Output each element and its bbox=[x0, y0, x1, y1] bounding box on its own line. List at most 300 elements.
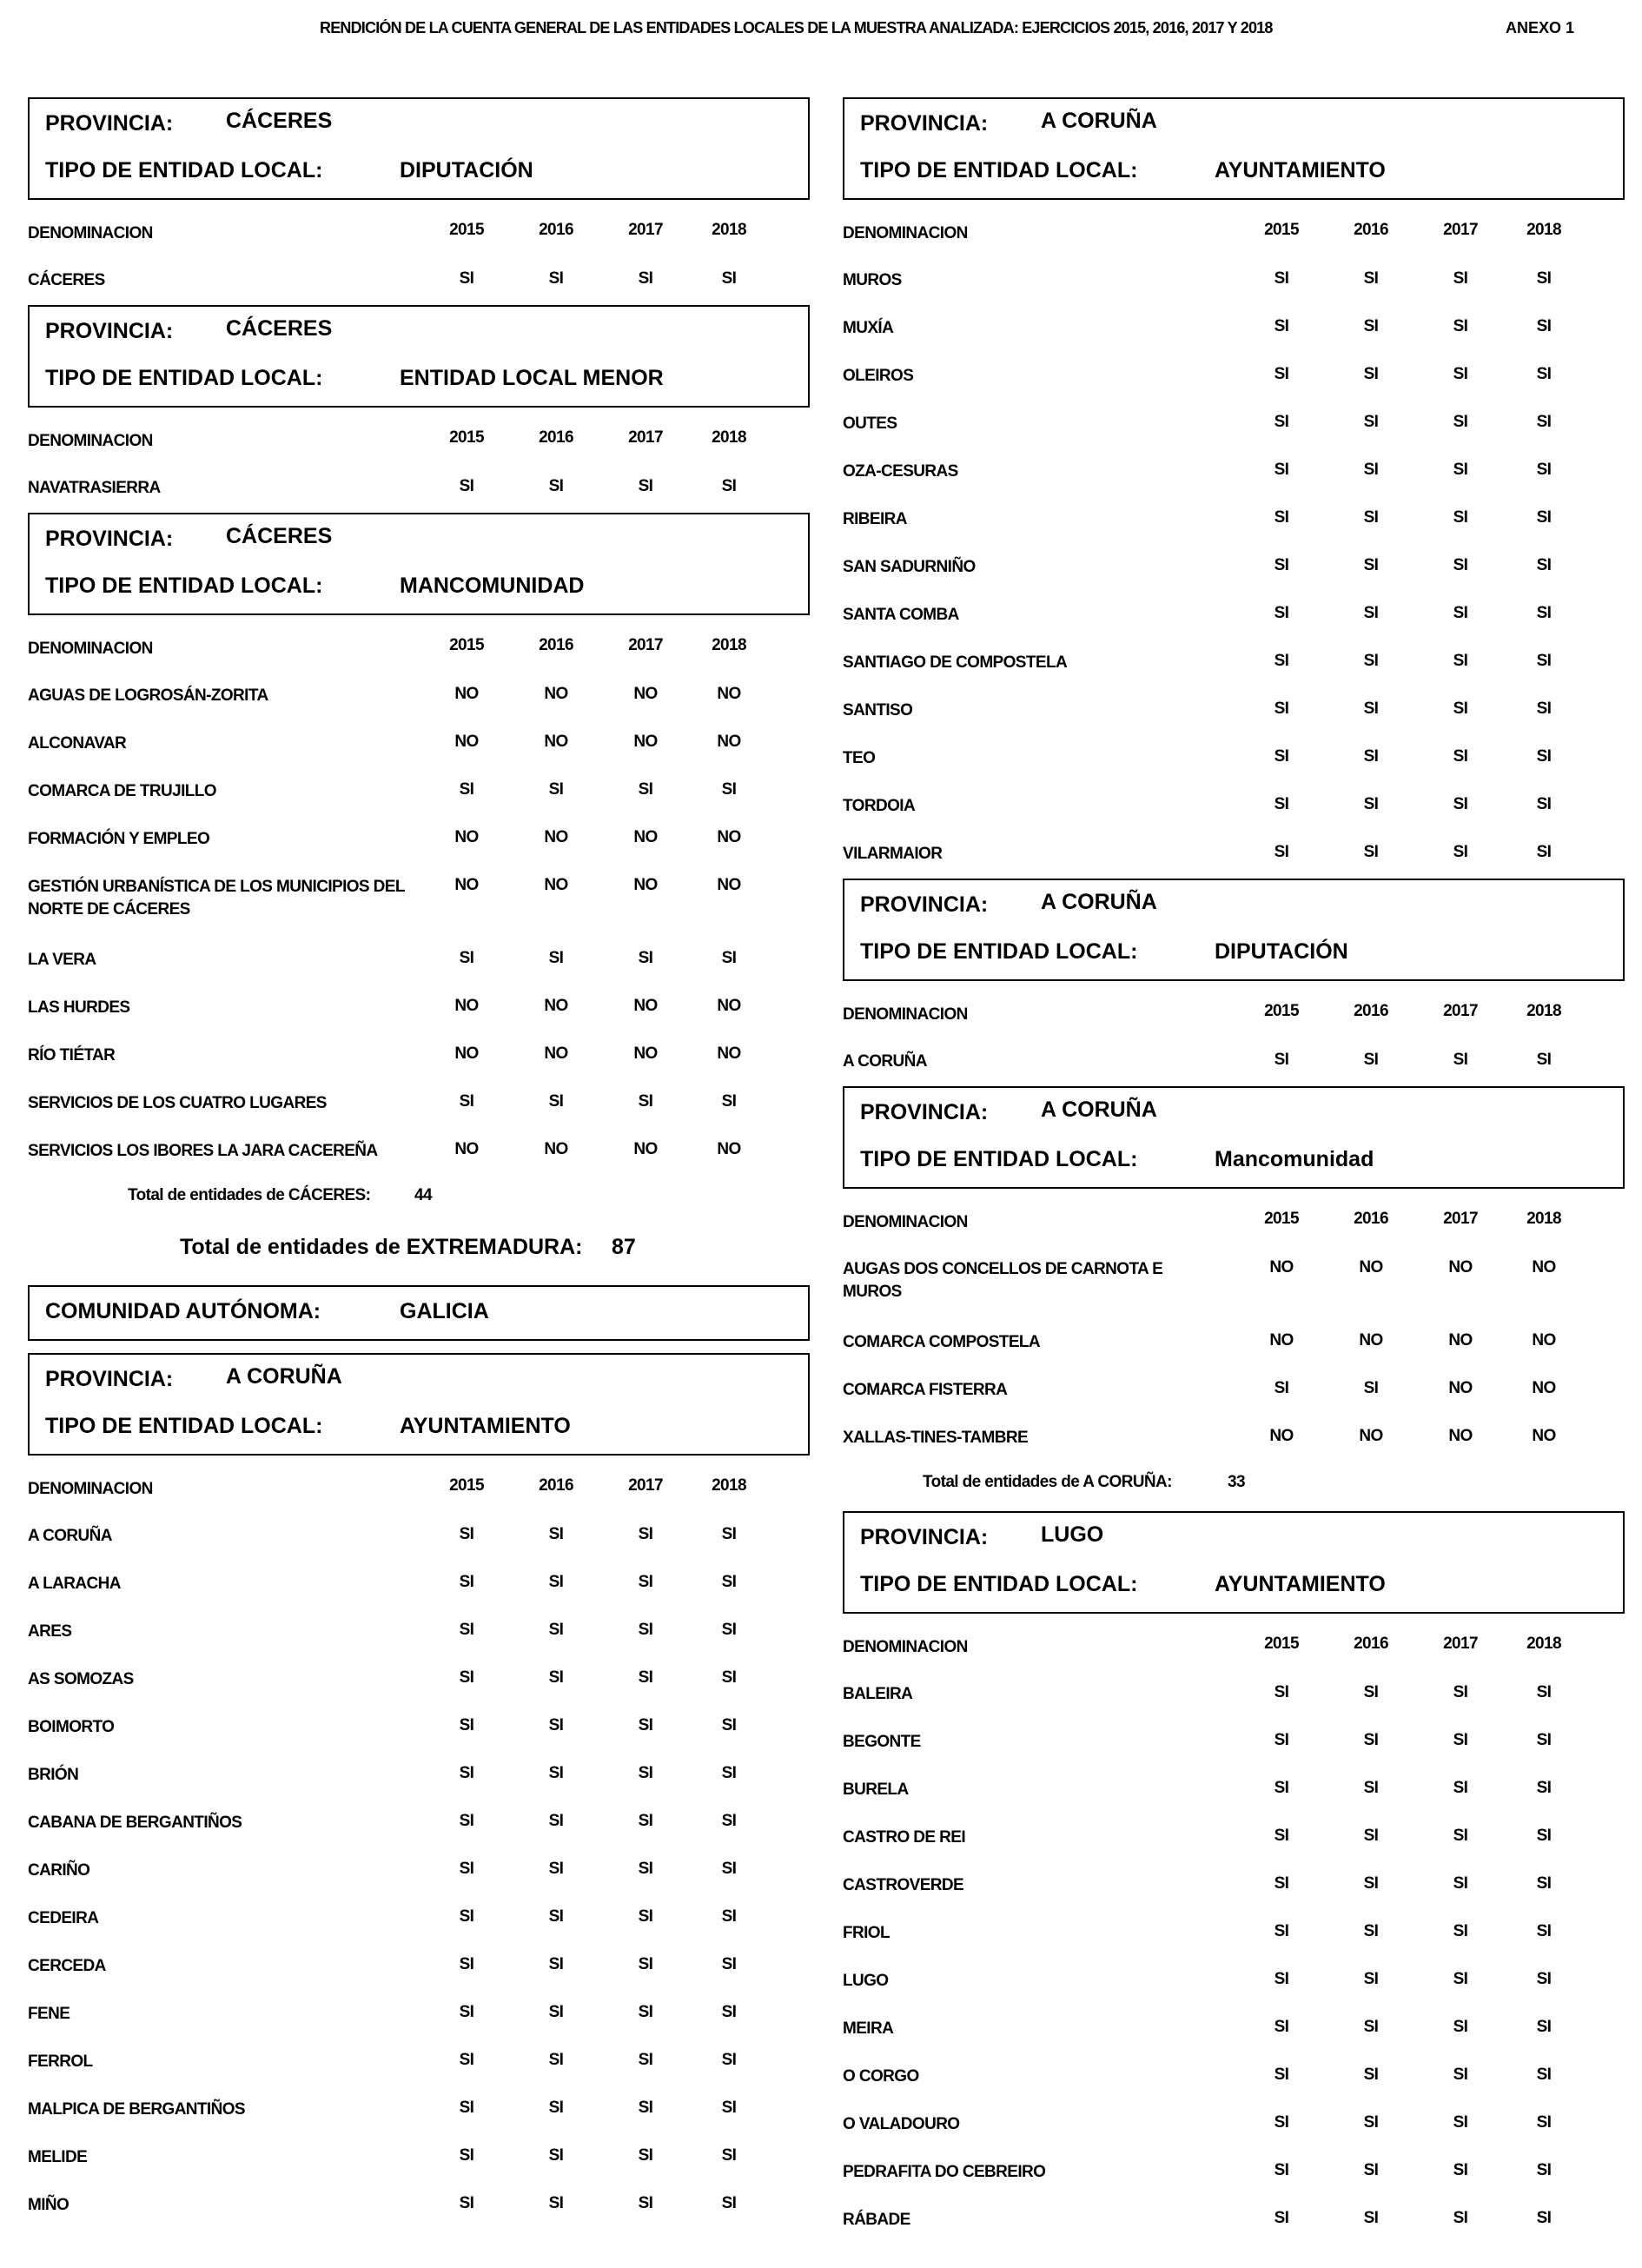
tipo-line bbox=[45, 1414, 571, 1439]
year-status: SI bbox=[1536, 604, 1552, 622]
year-status: SI bbox=[1363, 1874, 1379, 1893]
provincia-label: PROVINCIA: bbox=[860, 1525, 989, 1549]
year-status: SI bbox=[1453, 1731, 1468, 1749]
entity-info-box bbox=[843, 1086, 1625, 1189]
year-status: NO bbox=[1269, 1258, 1294, 1277]
col-header-year: 2015 bbox=[449, 221, 484, 239]
year-status: SI bbox=[1536, 2161, 1552, 2179]
total-coruna-value: 33 bbox=[1228, 1473, 1245, 1491]
table-row bbox=[28, 257, 810, 305]
year-status: NO bbox=[717, 1044, 741, 1063]
year-status: SI bbox=[721, 949, 737, 967]
entity-name: MELIDE bbox=[28, 2148, 88, 2166]
year-status: SI bbox=[1453, 413, 1468, 431]
table-row bbox=[843, 1671, 1625, 1719]
table-row bbox=[28, 985, 810, 1032]
year-status: SI bbox=[1274, 461, 1289, 479]
tipo-value: DIPUTACIÓN bbox=[400, 158, 533, 182]
table-row bbox=[843, 2149, 1625, 2197]
year-status: SI bbox=[721, 1907, 737, 1926]
table-row bbox=[28, 1704, 810, 1752]
col-header-year: 2016 bbox=[1354, 1210, 1388, 1228]
entity-name: BURELA bbox=[843, 1781, 909, 1799]
year-status: SI bbox=[548, 1668, 564, 1687]
entity-name: CASTRO DE REI bbox=[843, 1828, 966, 1847]
year-status: SI bbox=[459, 1716, 474, 1734]
provincia-line bbox=[45, 316, 333, 344]
provincia-value: LUGO bbox=[1041, 1522, 1104, 1547]
year-status: SI bbox=[1363, 1827, 1379, 1845]
entity-name: MEIRA bbox=[843, 2019, 894, 2038]
entity-name: RÁBADE bbox=[843, 2211, 910, 2229]
entity-name: A CORUÑA bbox=[843, 1052, 927, 1071]
tipo-value: DIPUTACIÓN bbox=[1215, 939, 1348, 964]
year-status: SI bbox=[548, 1812, 564, 1830]
tipo-line bbox=[860, 939, 1348, 965]
year-status: SI bbox=[721, 1764, 737, 1782]
year-status: SI bbox=[459, 2194, 474, 2212]
col-header-year: 2017 bbox=[1443, 1002, 1478, 1020]
year-status: NO bbox=[454, 1140, 479, 1158]
provincia-line bbox=[860, 1522, 1104, 1550]
year-status: SI bbox=[1274, 700, 1289, 718]
year-status: SI bbox=[548, 949, 564, 967]
provincia-label: PROVINCIA: bbox=[860, 1100, 989, 1124]
entity-name: CARIÑO bbox=[28, 1861, 90, 1880]
table-header bbox=[28, 420, 810, 465]
year-status: SI bbox=[1274, 1779, 1289, 1797]
year-status: SI bbox=[721, 1525, 737, 1543]
tipo-value: Mancomunidad bbox=[1215, 1147, 1374, 1171]
section-caceres-entidad-local-menor bbox=[28, 305, 810, 513]
year-status: SI bbox=[1363, 747, 1379, 766]
year-status: NO bbox=[717, 997, 741, 1015]
year-status: SI bbox=[1274, 365, 1289, 383]
table-row bbox=[28, 1800, 810, 1847]
year-status: SI bbox=[638, 2003, 653, 2021]
table-row bbox=[28, 1561, 810, 1608]
table-row bbox=[843, 1038, 1625, 1086]
col-header-year: 2016 bbox=[539, 636, 573, 654]
year-status: SI bbox=[1363, 700, 1379, 718]
right-column bbox=[843, 97, 1625, 2245]
section-lugo-ayuntamiento bbox=[843, 1511, 1625, 2245]
year-status: SI bbox=[1536, 1779, 1552, 1797]
entity-name: OUTES bbox=[843, 414, 897, 433]
tipo-label: TIPO DE ENTIDAD LOCAL: bbox=[860, 939, 1138, 964]
table-row bbox=[843, 831, 1625, 879]
entity-name: MUROS bbox=[843, 271, 902, 289]
entity-name: O VALADOURO bbox=[843, 2115, 960, 2133]
provincia-label: PROVINCIA: bbox=[860, 892, 989, 917]
year-status: NO bbox=[633, 1140, 658, 1158]
year-status: SI bbox=[638, 1716, 653, 1734]
provincia-line bbox=[860, 1098, 1157, 1125]
table-row bbox=[843, 2197, 1625, 2245]
report-title: RENDICIÓN DE LA CUENTA GENERAL DE LAS ENTIDADES LOCALES DE LA MUESTRA ANALIZADA: EJERCICIOS 2015, 2016, 2017 Y 2018 bbox=[320, 19, 1273, 36]
year-status: NO bbox=[454, 685, 479, 703]
year-status: NO bbox=[544, 997, 568, 1015]
year-status: NO bbox=[1448, 1427, 1473, 1445]
year-status: SI bbox=[721, 1812, 737, 1830]
year-status: SI bbox=[1453, 795, 1468, 813]
year-status: SI bbox=[548, 1092, 564, 1111]
year-status: SI bbox=[638, 2051, 653, 2069]
table-row bbox=[843, 353, 1625, 401]
entity-name: TORDOIA bbox=[843, 797, 916, 815]
year-status: NO bbox=[544, 828, 568, 846]
provincia-label: PROVINCIA: bbox=[45, 1367, 174, 1391]
year-status: SI bbox=[721, 269, 737, 288]
table-row bbox=[28, 1080, 810, 1128]
table-row bbox=[843, 1958, 1625, 2006]
year-status: SI bbox=[1453, 508, 1468, 527]
year-status: SI bbox=[1363, 2161, 1379, 2179]
col-header-year: 2016 bbox=[1354, 1002, 1388, 1020]
year-status: SI bbox=[1363, 1731, 1379, 1749]
table-header bbox=[843, 1201, 1625, 1246]
left-column bbox=[28, 97, 810, 2230]
annex-label: ANEXO 1 bbox=[1506, 19, 1575, 36]
year-status: NO bbox=[544, 1140, 568, 1158]
year-status: SI bbox=[638, 1812, 653, 1830]
year-status: SI bbox=[548, 1764, 564, 1782]
year-status: SI bbox=[721, 1860, 737, 1878]
entity-name: MALPICA DE BERGANTIÑOS bbox=[28, 2100, 245, 2119]
year-status: SI bbox=[1274, 747, 1289, 766]
year-status: SI bbox=[638, 949, 653, 967]
entity-name: SERVICIOS LOS IBORES LA JARA CACEREÑA bbox=[28, 1142, 378, 1160]
year-status: SI bbox=[548, 2003, 564, 2021]
tipo-value: MANCOMUNIDAD bbox=[400, 574, 585, 598]
year-status: SI bbox=[1274, 1379, 1289, 1397]
year-status: SI bbox=[1536, 1731, 1552, 1749]
year-status: SI bbox=[1536, 1051, 1552, 1069]
year-status: NO bbox=[454, 733, 479, 751]
year-status: SI bbox=[459, 2099, 474, 2117]
year-status: NO bbox=[544, 1044, 568, 1063]
year-status: SI bbox=[1453, 1683, 1468, 1701]
year-status: SI bbox=[1453, 365, 1468, 383]
table-row bbox=[28, 2039, 810, 2086]
year-status: SI bbox=[638, 780, 653, 799]
year-status: NO bbox=[1532, 1427, 1556, 1445]
section-caceres-diputacion bbox=[28, 97, 810, 305]
table-header bbox=[843, 993, 1625, 1038]
year-status: NO bbox=[454, 876, 479, 894]
entity-name: SANTIAGO DE COMPOSTELA bbox=[843, 653, 1068, 672]
year-status: SI bbox=[638, 1860, 653, 1878]
year-status: SI bbox=[638, 269, 653, 288]
year-status: SI bbox=[1363, 1779, 1379, 1797]
section-coruna-ayuntamiento bbox=[28, 1353, 810, 2230]
table-header bbox=[843, 212, 1625, 257]
table-row bbox=[28, 673, 810, 720]
year-status: SI bbox=[1453, 700, 1468, 718]
year-status: SI bbox=[459, 1573, 474, 1591]
year-status: SI bbox=[459, 1092, 474, 1111]
col-header-year: 2017 bbox=[1443, 1635, 1478, 1653]
year-status: NO bbox=[633, 733, 658, 751]
col-header-denominacion: DENOMINACION bbox=[28, 224, 153, 242]
total-extremadura-label: Total de entidades de EXTREMADURA: bbox=[180, 1235, 583, 1259]
entity-name: PEDRAFITA DO CEBREIRO bbox=[843, 2163, 1046, 2181]
year-status: SI bbox=[1274, 1731, 1289, 1749]
tipo-label: TIPO DE ENTIDAD LOCAL: bbox=[45, 1414, 323, 1438]
section-coruna-diputacion bbox=[843, 879, 1625, 1086]
table-header bbox=[28, 627, 810, 673]
col-header-year: 2018 bbox=[712, 636, 746, 654]
year-status: SI bbox=[1363, 556, 1379, 574]
year-status: SI bbox=[1363, 2113, 1379, 2132]
entity-name: BEGONTE bbox=[843, 1733, 921, 1751]
col-header-year: 2016 bbox=[539, 221, 573, 239]
year-status: SI bbox=[721, 1092, 737, 1111]
year-status: NO bbox=[1532, 1258, 1556, 1277]
year-status: SI bbox=[638, 477, 653, 495]
comunidad-box bbox=[28, 1285, 810, 1341]
year-status: SI bbox=[721, 2003, 737, 2021]
year-status: SI bbox=[638, 1668, 653, 1687]
year-status: SI bbox=[548, 1716, 564, 1734]
table-row bbox=[28, 768, 810, 816]
year-status: SI bbox=[1363, 2018, 1379, 2036]
table-row bbox=[843, 1415, 1625, 1462]
col-header-denominacion: DENOMINACION bbox=[843, 1638, 968, 1656]
provincia-label: PROVINCIA: bbox=[860, 111, 989, 136]
year-status: SI bbox=[721, 2146, 737, 2165]
year-status: SI bbox=[721, 1573, 737, 1591]
year-status: SI bbox=[1453, 1827, 1468, 1845]
table-row bbox=[843, 1367, 1625, 1415]
year-status: SI bbox=[721, 477, 737, 495]
entity-name: LUGO bbox=[843, 1972, 889, 1990]
year-status: SI bbox=[1363, 1379, 1379, 1397]
year-status: SI bbox=[1274, 556, 1289, 574]
table-header bbox=[843, 1626, 1625, 1671]
table-row bbox=[843, 305, 1625, 353]
year-status: SI bbox=[1536, 413, 1552, 431]
year-status: SI bbox=[1363, 604, 1379, 622]
year-status: SI bbox=[1536, 365, 1552, 383]
col-header-year: 2018 bbox=[1526, 1635, 1561, 1653]
table-row bbox=[843, 1246, 1625, 1319]
provincia-value: CÁCERES bbox=[226, 524, 333, 548]
entity-name: CÁCERES bbox=[28, 271, 105, 289]
year-status: NO bbox=[717, 828, 741, 846]
year-status: NO bbox=[717, 1140, 741, 1158]
year-status: SI bbox=[638, 2146, 653, 2165]
year-status: SI bbox=[1536, 2018, 1552, 2036]
year-status: SI bbox=[1536, 461, 1552, 479]
table-row bbox=[28, 1513, 810, 1561]
year-status: SI bbox=[1274, 1827, 1289, 1845]
table-row bbox=[28, 2182, 810, 2230]
tipo-label: TIPO DE ENTIDAD LOCAL: bbox=[45, 366, 323, 390]
year-status: SI bbox=[638, 1525, 653, 1543]
year-status: SI bbox=[1536, 1683, 1552, 1701]
entity-info-box bbox=[28, 513, 810, 615]
col-header-year: 2016 bbox=[539, 428, 573, 447]
table-row bbox=[843, 2053, 1625, 2101]
year-status: SI bbox=[1536, 317, 1552, 335]
table-row bbox=[28, 1608, 810, 1656]
table-row bbox=[28, 2086, 810, 2134]
year-status: SI bbox=[638, 1764, 653, 1782]
year-status: SI bbox=[638, 1573, 653, 1591]
entity-name: O CORGO bbox=[843, 2067, 919, 2086]
year-status: SI bbox=[548, 780, 564, 799]
entity-name: AGUAS DE LOGROSÁN-ZORITA bbox=[28, 686, 268, 705]
entity-name: ALCONAVAR bbox=[28, 734, 127, 753]
year-status: SI bbox=[1363, 1922, 1379, 1940]
year-status: SI bbox=[1363, 1970, 1379, 1988]
year-status: SI bbox=[1363, 2066, 1379, 2084]
entity-name: A LARACHA bbox=[28, 1575, 121, 1593]
table-header bbox=[28, 1468, 810, 1513]
year-status: SI bbox=[1536, 747, 1552, 766]
year-status: SI bbox=[1453, 652, 1468, 670]
year-status: SI bbox=[638, 2099, 653, 2117]
year-status: SI bbox=[721, 1955, 737, 1973]
entity-name: AUGAS DOS CONCELLOS DE CARNOTA E MUROS bbox=[843, 1260, 1163, 1301]
provincia-value: CÁCERES bbox=[226, 316, 333, 341]
provincia-value: A CORUÑA bbox=[1041, 109, 1157, 133]
table-row bbox=[843, 783, 1625, 831]
year-status: SI bbox=[1274, 2209, 1289, 2227]
entity-name: VILARMAIOR bbox=[843, 845, 943, 863]
table-row bbox=[28, 1943, 810, 1991]
entity-name: A CORUÑA bbox=[28, 1527, 112, 1545]
tipo-line bbox=[45, 158, 533, 183]
table-row bbox=[843, 735, 1625, 783]
year-status: SI bbox=[1536, 700, 1552, 718]
tipo-value: AYUNTAMIENTO bbox=[1215, 158, 1386, 182]
table-row bbox=[28, 937, 810, 985]
table-row bbox=[28, 1991, 810, 2039]
table-row bbox=[843, 2101, 1625, 2149]
table-row bbox=[843, 544, 1625, 592]
year-status: SI bbox=[1453, 556, 1468, 574]
year-status: SI bbox=[1274, 269, 1289, 288]
provincia-line bbox=[45, 1364, 342, 1392]
year-status: SI bbox=[1536, 795, 1552, 813]
entity-name: LA VERA bbox=[28, 951, 96, 969]
entity-info-box bbox=[28, 97, 810, 200]
table-row bbox=[843, 448, 1625, 496]
comunidad-value: GALICIA bbox=[400, 1299, 489, 1323]
col-header-year: 2016 bbox=[1354, 1635, 1388, 1653]
table-row bbox=[28, 1128, 810, 1176]
col-header-year: 2016 bbox=[539, 1476, 573, 1495]
year-status: SI bbox=[1453, 1051, 1468, 1069]
year-status: SI bbox=[1453, 604, 1468, 622]
year-status: SI bbox=[1274, 2066, 1289, 2084]
year-status: SI bbox=[459, 780, 474, 799]
year-status: SI bbox=[1453, 317, 1468, 335]
year-status: SI bbox=[721, 2099, 737, 2117]
year-status: NO bbox=[544, 685, 568, 703]
year-status: NO bbox=[633, 685, 658, 703]
total-coruna bbox=[843, 1462, 1625, 1511]
provincia-line bbox=[860, 890, 1157, 918]
tipo-line bbox=[860, 158, 1386, 183]
table-row bbox=[28, 465, 810, 513]
col-header-denominacion: DENOMINACION bbox=[843, 1213, 968, 1231]
total-extremadura-value: 87 bbox=[612, 1235, 636, 1259]
year-status: SI bbox=[1363, 2209, 1379, 2227]
year-status: SI bbox=[1536, 843, 1552, 861]
table-row bbox=[843, 640, 1625, 687]
year-status: SI bbox=[548, 269, 564, 288]
year-status: SI bbox=[548, 2146, 564, 2165]
year-status: SI bbox=[1363, 269, 1379, 288]
entity-name: COMARCA COMPOSTELA bbox=[843, 1333, 1041, 1351]
year-status: SI bbox=[459, 1764, 474, 1782]
tipo-value: AYUNTAMIENTO bbox=[400, 1414, 571, 1438]
entity-name: BALEIRA bbox=[843, 1685, 913, 1703]
entity-name: SAN SADURNIÑO bbox=[843, 558, 976, 576]
year-status: SI bbox=[638, 1621, 653, 1639]
table-row bbox=[843, 2006, 1625, 2053]
entity-name: GESTIÓN URBANÍSTICA DE LOS MUNICIPIOS DEL NORTE DE CÁCERES bbox=[28, 878, 405, 918]
year-status: SI bbox=[1363, 461, 1379, 479]
entity-name: FERROL bbox=[28, 2052, 93, 2071]
year-status: SI bbox=[1536, 2066, 1552, 2084]
total-coruna-label: Total de entidades de A CORUÑA: bbox=[923, 1473, 1172, 1491]
col-header-year: 2015 bbox=[449, 1476, 484, 1495]
provincia-line bbox=[860, 109, 1157, 136]
year-status: SI bbox=[1274, 2161, 1289, 2179]
year-status: SI bbox=[459, 1621, 474, 1639]
tipo-line bbox=[860, 1572, 1386, 1597]
year-status: SI bbox=[1453, 2113, 1468, 2132]
year-status: NO bbox=[1448, 1331, 1473, 1350]
col-header-year: 2018 bbox=[1526, 221, 1561, 239]
col-header-year: 2018 bbox=[712, 428, 746, 447]
provincia-label: PROVINCIA: bbox=[45, 527, 174, 551]
year-status: NO bbox=[1448, 1258, 1473, 1277]
entity-name: BOIMORTO bbox=[28, 1718, 115, 1736]
year-status: NO bbox=[544, 876, 568, 894]
comunidad-label: COMUNIDAD AUTÓNOMA: bbox=[45, 1299, 321, 1323]
table-row bbox=[28, 1656, 810, 1704]
col-header-year: 2017 bbox=[1443, 221, 1478, 239]
entity-name: TEO bbox=[843, 749, 876, 767]
year-status: SI bbox=[1453, 2209, 1468, 2227]
year-status: SI bbox=[1453, 2066, 1468, 2084]
entity-info-box bbox=[28, 305, 810, 408]
entity-name: RÍO TIÉTAR bbox=[28, 1046, 116, 1064]
year-status: SI bbox=[1453, 1922, 1468, 1940]
year-status: NO bbox=[633, 828, 658, 846]
year-status: SI bbox=[1453, 843, 1468, 861]
year-status: SI bbox=[721, 1668, 737, 1687]
year-status: SI bbox=[459, 1812, 474, 1830]
entity-name: FORMACIÓN Y EMPLEO bbox=[28, 830, 210, 848]
year-status: SI bbox=[459, 1907, 474, 1926]
tipo-label: TIPO DE ENTIDAD LOCAL: bbox=[45, 574, 323, 598]
table-row bbox=[28, 1752, 810, 1800]
col-header-year: 2017 bbox=[628, 428, 663, 447]
year-status: SI bbox=[459, 1860, 474, 1878]
year-status: NO bbox=[1359, 1331, 1383, 1350]
year-status: SI bbox=[1453, 2161, 1468, 2179]
year-status: SI bbox=[638, 1907, 653, 1926]
year-status: SI bbox=[459, 1525, 474, 1543]
tipo-label: TIPO DE ENTIDAD LOCAL: bbox=[860, 1572, 1138, 1596]
table-row bbox=[843, 1719, 1625, 1767]
